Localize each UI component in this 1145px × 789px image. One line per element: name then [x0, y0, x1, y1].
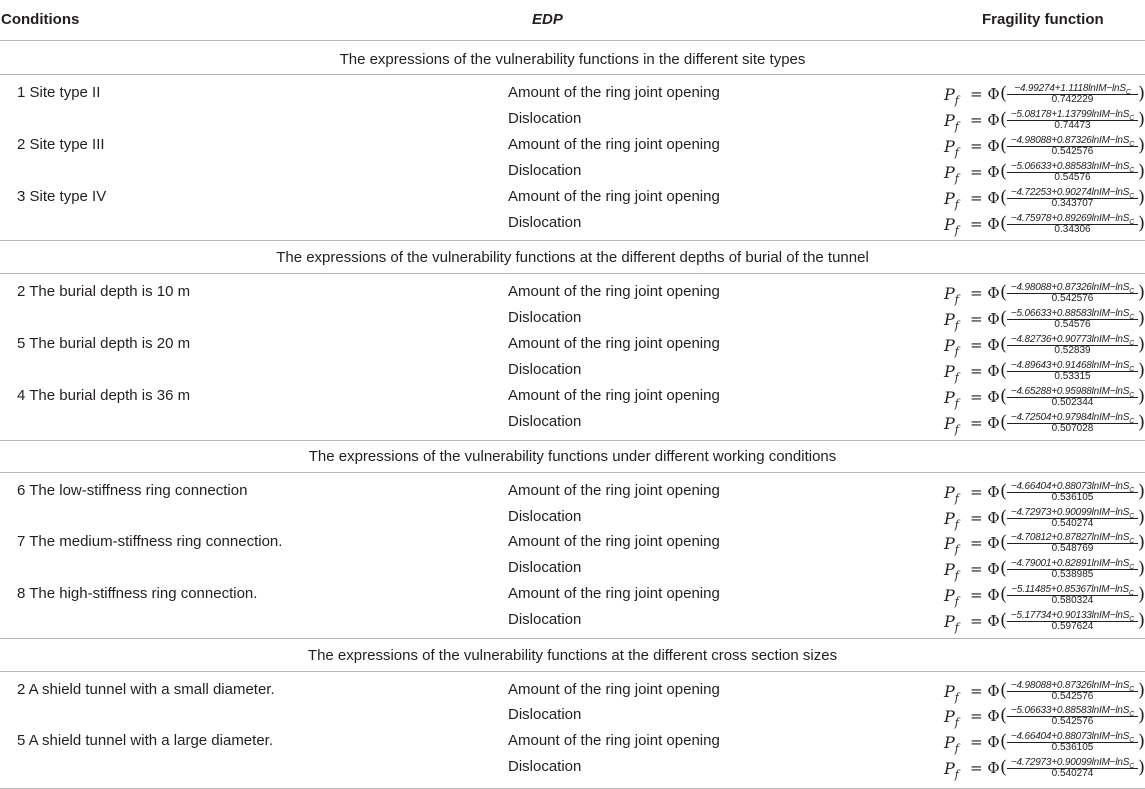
pf-symbol	[944, 612, 959, 634]
numerator-text: −4.82736+0.90773lnIM−lnS	[1010, 334, 1130, 345]
equals-phi: = Φ	[970, 362, 1000, 380]
edp-label: Dislocation	[508, 758, 582, 775]
close-paren: )	[1137, 558, 1145, 579]
pf-symbol	[944, 215, 959, 237]
pf-letter: P	[944, 560, 955, 579]
numerator-text: −5.06633+0.88583lnIM−lnS	[1010, 308, 1130, 319]
fraction	[1007, 213, 1138, 235]
fragility-formula	[944, 109, 1145, 134]
pf-letter: P	[944, 284, 955, 303]
fraction-denominator: 0.34306	[1054, 224, 1091, 235]
edp-label: Amount of the ring joint opening	[508, 283, 720, 300]
fragility-formula	[944, 731, 1145, 756]
pf-symbol	[944, 682, 959, 704]
open-paren: (	[1000, 360, 1008, 381]
fragility-formula	[944, 757, 1145, 782]
fraction	[1007, 584, 1138, 606]
fraction-denominator: 0.542576	[1051, 691, 1094, 702]
pf-letter: P	[944, 388, 955, 407]
numerator-subscript: C	[1129, 538, 1135, 545]
open-paren: (	[1000, 135, 1008, 156]
edp-label: Dislocation	[508, 508, 582, 525]
close-paren: )	[1137, 584, 1145, 605]
numerator-subscript: C	[1129, 115, 1135, 122]
numerator-text: −4.72973+0.90099lnIM−lnS	[1010, 507, 1130, 518]
pf-subscript: f	[954, 768, 959, 782]
fragility-formula	[944, 282, 1145, 307]
fragility-formula	[944, 187, 1145, 212]
condition-label: 8 The high-stiffness ring connection.	[17, 585, 258, 602]
section-divider	[0, 472, 1145, 473]
pf-symbol	[944, 284, 959, 306]
fragility-formula	[944, 680, 1145, 705]
pf-symbol	[944, 163, 959, 185]
pf-subscript: f	[954, 716, 959, 730]
pf-letter: P	[944, 111, 955, 130]
edp-label: Amount of the ring joint opening	[508, 732, 720, 749]
open-paren: (	[1000, 481, 1008, 502]
fragility-formula	[944, 386, 1145, 411]
fragility-formula	[944, 584, 1145, 609]
pf-subscript: f	[954, 397, 959, 411]
equals-phi: = Φ	[970, 111, 1000, 129]
fraction-denominator: 0.538985	[1051, 569, 1094, 580]
pf-subscript: f	[954, 94, 959, 108]
numerator-text: −5.06633+0.88583lnIM−lnS	[1010, 705, 1130, 716]
numerator-subscript: C	[1129, 737, 1135, 744]
fraction-denominator: 0.536105	[1051, 492, 1094, 503]
numerator-subscript: C	[1129, 392, 1135, 399]
pf-letter: P	[944, 534, 955, 553]
numerator-subscript: C	[1129, 366, 1135, 373]
numerator-text: −4.72973+0.90099lnIM−lnS	[1010, 757, 1130, 768]
close-paren: )	[1137, 610, 1145, 631]
pf-symbol	[944, 509, 959, 531]
section-divider	[0, 273, 1145, 274]
equals-phi: = Φ	[970, 759, 1000, 777]
fraction-denominator: 0.502344	[1051, 397, 1094, 408]
fragility-formula	[944, 558, 1145, 583]
numerator-subscript: C	[1129, 763, 1135, 770]
edp-label: Dislocation	[508, 361, 582, 378]
fragility-formula	[944, 161, 1145, 186]
equals-phi: = Φ	[970, 560, 1000, 578]
fraction-denominator: 0.507028	[1051, 423, 1094, 434]
numerator-subscript: C	[1129, 314, 1135, 321]
close-paren: )	[1137, 83, 1145, 104]
equals-phi: = Φ	[970, 189, 1000, 207]
fragility-formula	[944, 334, 1145, 359]
equals-phi: = Φ	[970, 414, 1000, 432]
edp-label: Dislocation	[508, 706, 582, 723]
pf-letter: P	[944, 163, 955, 182]
edp-label: Dislocation	[508, 559, 582, 576]
open-paren: (	[1000, 83, 1008, 104]
header-edp: EDP	[532, 11, 563, 28]
numerator-text: −4.98088+0.87326lnIM−lnS	[1010, 135, 1130, 146]
numerator-subscript: C	[1129, 686, 1135, 693]
fraction-denominator: 0.54576	[1054, 172, 1091, 183]
open-paren: (	[1000, 584, 1008, 605]
pf-letter: P	[944, 733, 955, 752]
fragility-formula	[944, 83, 1145, 108]
numerator-subscript: C	[1129, 711, 1135, 718]
equals-phi: = Φ	[970, 612, 1000, 630]
equals-phi: = Φ	[970, 483, 1000, 501]
open-paren: (	[1000, 532, 1008, 553]
fraction	[1007, 334, 1138, 356]
fraction	[1007, 282, 1138, 304]
fraction	[1007, 308, 1138, 330]
edp-label: Dislocation	[508, 611, 582, 628]
equals-phi: = Φ	[970, 707, 1000, 725]
equals-phi: = Φ	[970, 336, 1000, 354]
equals-phi: = Φ	[970, 586, 1000, 604]
pf-symbol	[944, 85, 959, 107]
numerator-text: −4.98088+0.87326lnIM−lnS	[1010, 282, 1130, 293]
fragility-formula	[944, 610, 1145, 635]
fraction-denominator: 0.74473	[1054, 120, 1091, 131]
close-paren: )	[1137, 731, 1145, 752]
numerator-text: −4.66404+0.88073lnIM−lnS	[1010, 481, 1130, 492]
fraction	[1007, 187, 1138, 209]
edp-label: Dislocation	[508, 214, 582, 231]
edp-label: Dislocation	[508, 110, 582, 127]
equals-phi: = Φ	[970, 733, 1000, 751]
pf-subscript: f	[954, 569, 959, 583]
pf-letter: P	[944, 189, 955, 208]
pf-subscript: f	[954, 621, 959, 635]
pf-symbol	[944, 414, 959, 436]
pf-letter: P	[944, 707, 955, 726]
fragility-formula	[944, 308, 1145, 333]
condition-label: 7 The medium-stiffness ring connection.	[17, 533, 283, 550]
fraction	[1007, 757, 1138, 779]
pf-subscript: f	[954, 423, 959, 437]
numerator-subscript: C	[1129, 487, 1135, 494]
fraction	[1007, 481, 1138, 503]
pf-subscript: f	[954, 146, 959, 160]
pf-subscript: f	[954, 595, 959, 609]
section-end-divider	[0, 638, 1145, 639]
fraction-denominator: 0.742229	[1051, 94, 1094, 105]
close-paren: )	[1137, 532, 1145, 553]
numerator-text: −4.99274+1.1118lnIM−lnS	[1014, 83, 1126, 94]
fraction-denominator: 0.548769	[1051, 543, 1094, 554]
pf-letter: P	[944, 310, 955, 329]
fraction	[1007, 507, 1138, 529]
close-paren: )	[1137, 135, 1145, 156]
fraction	[1007, 83, 1138, 105]
close-paren: )	[1137, 109, 1145, 130]
pf-subscript: f	[954, 293, 959, 307]
fraction-denominator: 0.54576	[1054, 319, 1091, 330]
pf-symbol	[944, 586, 959, 608]
close-paren: )	[1137, 757, 1145, 778]
numerator-subscript: C	[1129, 288, 1135, 295]
close-paren: )	[1137, 481, 1145, 502]
header-conditions: Conditions	[1, 11, 80, 28]
condition-label: 5 The burial depth is 20 m	[17, 335, 191, 352]
open-paren: (	[1000, 558, 1008, 579]
pf-symbol	[944, 560, 959, 582]
pf-symbol	[944, 707, 959, 729]
fraction	[1007, 532, 1138, 554]
pf-letter: P	[944, 586, 955, 605]
numerator-subscript: C	[1129, 141, 1135, 148]
fragility-formula	[944, 213, 1145, 238]
pf-letter: P	[944, 612, 955, 631]
pf-symbol	[944, 759, 959, 781]
equals-phi: = Φ	[970, 509, 1000, 527]
pf-symbol	[944, 310, 959, 332]
fraction-denominator: 0.343707	[1051, 198, 1094, 209]
condition-label: 2 A shield tunnel with a small diameter.	[17, 681, 275, 698]
equals-phi: = Φ	[970, 534, 1000, 552]
pf-subscript: f	[954, 172, 959, 186]
open-paren: (	[1000, 109, 1008, 130]
fraction-denominator: 0.53315	[1054, 371, 1091, 382]
close-paren: )	[1137, 308, 1145, 329]
equals-phi: = Φ	[970, 85, 1000, 103]
pf-subscript: f	[954, 319, 959, 333]
pf-subscript: f	[954, 120, 959, 134]
open-paren: (	[1000, 610, 1008, 631]
open-paren: (	[1000, 757, 1008, 778]
numerator-subscript: C	[1129, 193, 1135, 200]
fraction	[1007, 680, 1138, 702]
numerator-text: −4.75978+0.89269lnIM−lnS	[1010, 213, 1130, 224]
edp-label: Amount of the ring joint opening	[508, 387, 720, 404]
fragility-formula	[944, 360, 1145, 385]
pf-subscript: f	[954, 198, 959, 212]
equals-phi: = Φ	[970, 163, 1000, 181]
pf-letter: P	[944, 137, 955, 156]
edp-label: Amount of the ring joint opening	[508, 188, 720, 205]
pf-subscript: f	[954, 224, 959, 238]
pf-letter: P	[944, 362, 955, 381]
fraction-denominator: 0.597624	[1051, 621, 1094, 632]
section-end-divider	[0, 240, 1145, 241]
pf-letter: P	[944, 414, 955, 433]
open-paren: (	[1000, 334, 1008, 355]
pf-symbol	[944, 137, 959, 159]
fraction	[1007, 161, 1138, 183]
pf-symbol	[944, 111, 959, 133]
pf-symbol	[944, 483, 959, 505]
section-title: The expressions of the vulnerability functions under different working conditions	[308, 448, 837, 465]
numerator-text: −4.70812+0.87827lnIM−lnS	[1010, 532, 1130, 543]
open-paren: (	[1000, 507, 1008, 528]
fragility-formula	[944, 705, 1145, 730]
open-paren: (	[1000, 680, 1008, 701]
condition-label: 4 The burial depth is 36 m	[17, 387, 191, 404]
pf-letter: P	[944, 483, 955, 502]
condition-label: 5 A shield tunnel with a large diameter.	[17, 732, 273, 749]
open-paren: (	[1000, 308, 1008, 329]
equals-phi: = Φ	[970, 215, 1000, 233]
header-fragility-function: Fragility function	[982, 11, 1104, 28]
edp-label: Dislocation	[508, 162, 582, 179]
fragility-formula	[944, 481, 1145, 506]
condition-label: 1 Site type II	[17, 84, 101, 101]
close-paren: )	[1137, 507, 1145, 528]
pf-subscript: f	[954, 371, 959, 385]
close-paren: )	[1137, 282, 1145, 303]
pf-subscript: f	[954, 691, 959, 705]
numerator-text: −5.08178+1.13799lnIM−lnS	[1010, 109, 1130, 120]
open-paren: (	[1000, 731, 1008, 752]
section-title: The expressions of the vulnerability functions at the different depths of burial of the tunnel	[276, 249, 869, 266]
open-paren: (	[1000, 213, 1008, 234]
open-paren: (	[1000, 187, 1008, 208]
close-paren: )	[1137, 386, 1145, 407]
pf-letter: P	[944, 215, 955, 234]
fraction	[1007, 412, 1138, 434]
pf-symbol	[944, 336, 959, 358]
pf-letter: P	[944, 759, 955, 778]
fraction-denominator: 0.580324	[1051, 595, 1094, 606]
fraction-denominator: 0.536105	[1051, 742, 1094, 753]
close-paren: )	[1137, 360, 1145, 381]
edp-label: Amount of the ring joint opening	[508, 482, 720, 499]
pf-symbol	[944, 733, 959, 755]
fraction-denominator: 0.542576	[1051, 146, 1094, 157]
fragility-formula	[944, 135, 1145, 160]
numerator-text: −5.11485+0.85367lnIM−lnS	[1011, 584, 1129, 595]
fragility-formula	[944, 532, 1145, 557]
pf-symbol	[944, 388, 959, 410]
pf-letter: P	[944, 336, 955, 355]
numerator-text: −5.17734+0.90133lnIM−lnS	[1010, 610, 1130, 621]
condition-label: 2 The burial depth is 10 m	[17, 283, 191, 300]
pf-subscript: f	[954, 345, 959, 359]
close-paren: )	[1137, 213, 1145, 234]
table-header	[0, 0, 1145, 41]
pf-subscript: f	[954, 742, 959, 756]
edp-label: Dislocation	[508, 413, 582, 430]
pf-subscript: f	[954, 543, 959, 557]
edp-label: Amount of the ring joint opening	[508, 335, 720, 352]
numerator-subscript: C	[1129, 167, 1135, 174]
fraction	[1007, 386, 1138, 408]
open-paren: (	[1000, 161, 1008, 182]
fraction-denominator: 0.540274	[1051, 518, 1094, 529]
close-paren: )	[1137, 412, 1145, 433]
edp-label: Amount of the ring joint opening	[508, 84, 720, 101]
pf-subscript: f	[954, 492, 959, 506]
section-end-divider	[0, 440, 1145, 441]
equals-phi: = Φ	[970, 137, 1000, 155]
fraction	[1007, 558, 1138, 580]
numerator-subscript: C	[1129, 616, 1135, 623]
fragility-formula	[944, 412, 1145, 437]
close-paren: )	[1137, 680, 1145, 701]
numerator-text: −5.06633+0.88583lnIM−lnS	[1010, 161, 1130, 172]
edp-label: Amount of the ring joint opening	[508, 136, 720, 153]
edp-label: Amount of the ring joint opening	[508, 533, 720, 550]
pf-symbol	[944, 534, 959, 556]
fraction	[1007, 109, 1138, 131]
equals-phi: = Φ	[970, 388, 1000, 406]
close-paren: )	[1137, 705, 1145, 726]
numerator-text: −4.66404+0.88073lnIM−lnS	[1010, 731, 1130, 742]
fragility-formula	[944, 507, 1145, 532]
numerator-subscript: C	[1129, 340, 1135, 347]
section-title: The expressions of the vulnerability functions in the different site types	[339, 51, 806, 68]
pf-symbol	[944, 362, 959, 384]
numerator-subscript: C	[1129, 564, 1135, 571]
open-paren: (	[1000, 705, 1008, 726]
numerator-text: −4.65288+0.95988lnIM−lnS	[1010, 386, 1130, 397]
open-paren: (	[1000, 412, 1008, 433]
numerator-text: −4.89643+0.91468lnIM−lnS	[1010, 360, 1130, 371]
numerator-subscript: C	[1129, 219, 1135, 226]
open-paren: (	[1000, 386, 1008, 407]
numerator-text: −4.98088+0.87326lnIM−lnS	[1010, 680, 1130, 691]
pf-subscript: f	[954, 518, 959, 532]
fraction-denominator: 0.52839	[1054, 345, 1091, 356]
numerator-subscript: C	[1125, 89, 1131, 96]
section-title: The expressions of the vulnerability functions at the different cross section sizes	[307, 647, 838, 664]
numerator-text: −4.72253+0.90274lnIM−lnS	[1010, 187, 1130, 198]
numerator-text: −4.79001+0.82891lnIM−lnS	[1010, 558, 1130, 569]
equals-phi: = Φ	[970, 310, 1000, 328]
pf-letter: P	[944, 509, 955, 528]
open-paren: (	[1000, 282, 1008, 303]
condition-label: 6 The low-stiffness ring connection	[17, 482, 248, 499]
fraction	[1007, 705, 1138, 727]
numerator-text: −4.72504+0.97984lnIM−lnS	[1010, 412, 1130, 423]
condition-label: 2 Site type III	[17, 136, 105, 153]
close-paren: )	[1137, 187, 1145, 208]
pf-letter: P	[944, 85, 955, 104]
fraction	[1007, 610, 1138, 632]
section-divider	[0, 74, 1145, 75]
edp-label: Dislocation	[508, 309, 582, 326]
fraction-denominator: 0.542576	[1051, 716, 1094, 727]
equals-phi: = Φ	[970, 284, 1000, 302]
pf-letter: P	[944, 682, 955, 701]
edp-label: Amount of the ring joint opening	[508, 585, 720, 602]
numerator-subscript: C	[1129, 513, 1135, 520]
numerator-subscript: C	[1129, 418, 1135, 425]
close-paren: )	[1137, 161, 1145, 182]
close-paren: )	[1137, 334, 1145, 355]
pf-symbol	[944, 189, 959, 211]
section-divider	[0, 671, 1145, 672]
fraction-denominator: 0.542576	[1051, 293, 1094, 304]
numerator-subscript: C	[1128, 590, 1134, 597]
edp-label: Amount of the ring joint opening	[508, 681, 720, 698]
equals-phi: = Φ	[970, 682, 1000, 700]
fraction	[1007, 731, 1138, 753]
condition-label: 3 Site type IV	[17, 188, 107, 205]
fraction	[1007, 135, 1138, 157]
fraction	[1007, 360, 1138, 382]
fraction-denominator: 0.540274	[1051, 768, 1094, 779]
